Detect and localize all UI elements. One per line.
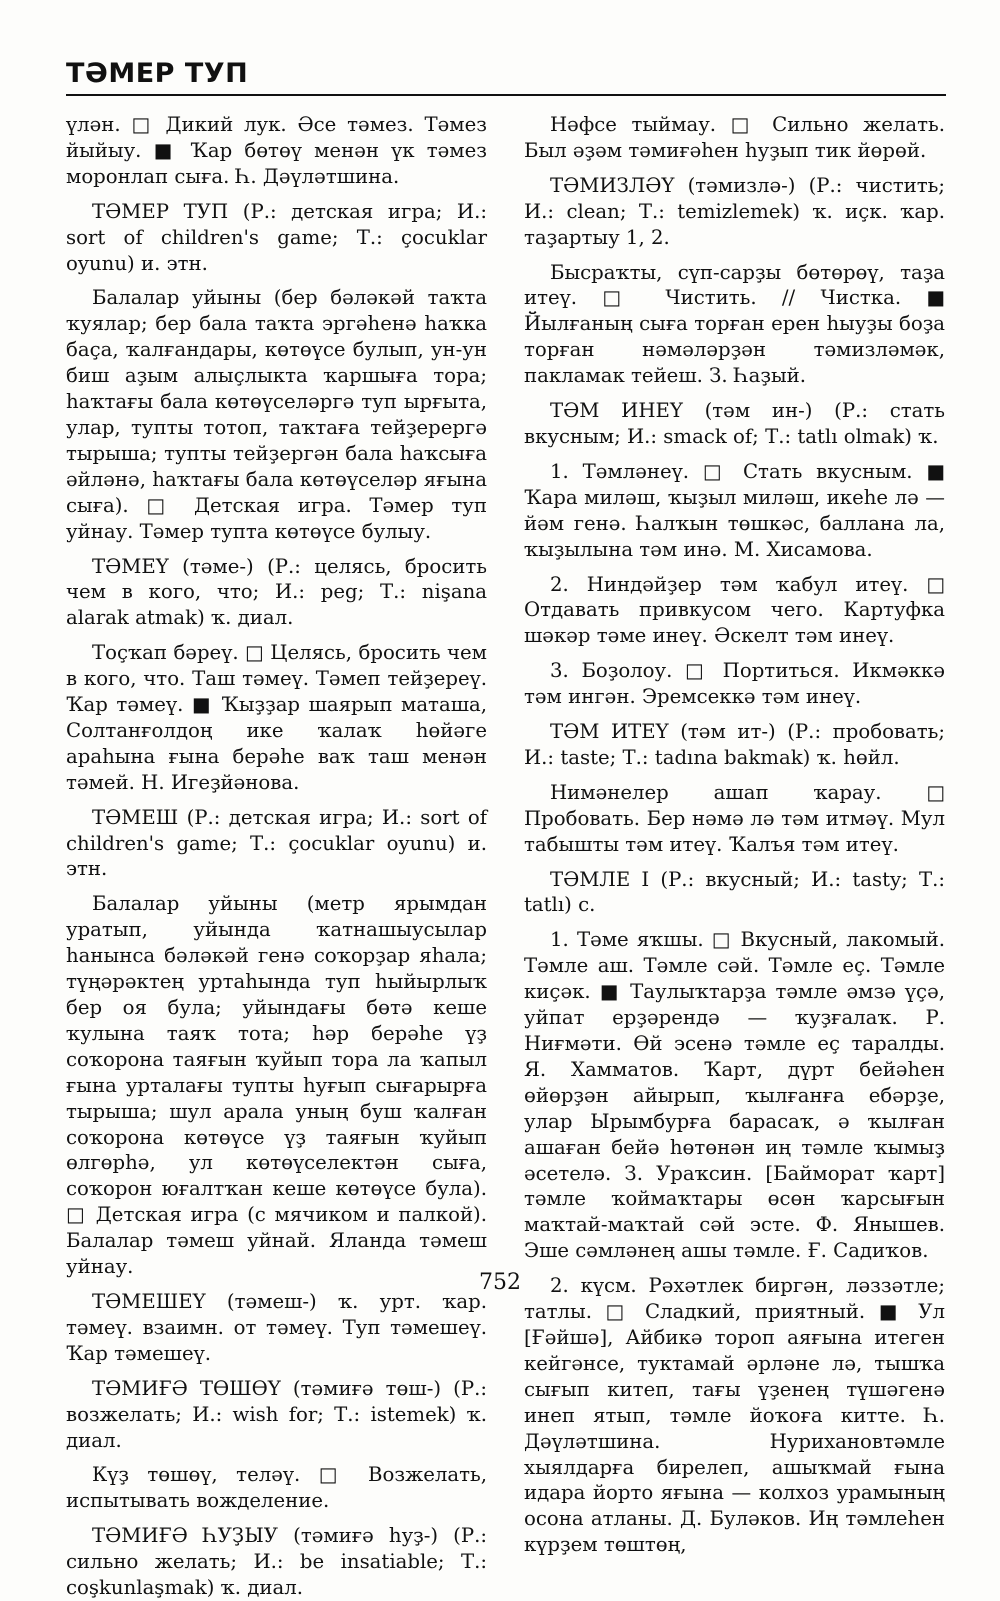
entry-sense: 3. Боҙолоу. □ Портиться. Икмәккә тәм ингән. Эремсеккә тәм инеү.	[524, 659, 945, 709]
entry-headword-line: ТӘМИҒӘ ҺУҘЫУ (тәмиғә һуҙ-) (Р.: сильно желать; И.: be insatiable; Т.: coşkunlaşmak) ҡ. диал.	[66, 1524, 487, 1600]
entry-paragraph: үлән. □ Дикий лук. Әсе тәмез. Тәмез йыйыу. ■ Ҡар бөтөү менән үк тәмез моронлап сыға. Һ. Дәүләтшина.	[66, 113, 487, 188]
entry-paragraph: Нимәнелер ашап ҡарау. □ Пробовать. Бер нәмә лә тәм итмәү. Мул табышты тәм итеү. Ҡалъя тәм итеү.	[524, 780, 945, 856]
right-column	[524, 112, 945, 1557]
entry-headword-line: ТӘМИҒӘ ТӨШӨҮ (тәмиғә төш-) (Р.: возжелать; И.: wish for; Т.: istemek) ҡ. диал.	[66, 1376, 487, 1452]
entry-headword-line: ТӘМИЗЛӘҮ (тәмизлә-) (Р.: чистить; И.: clean; Т.: temizlemek) ҡ. иҫк. ҡар. таҙартыу 1, 2.	[524, 173, 945, 249]
running-head: ТӘМЕР ТУП	[66, 58, 249, 89]
page-number: 752	[479, 1270, 521, 1295]
entry-paragraph: Тоҫҡап бәреү. □ Целясь, бросить чем в кого, что. Таш тәмеү. Тәмеп тейҙереү. Ҡар тәмеү. ■ Ҡыҙҙар шаярып маташа, Солтанғолдоң ике ҡалаҡ һөйәге араһына ғына берәһе ваҡ таш менән тәмей. Н. Игеҙйәнова.	[66, 641, 487, 794]
entry-headword-line: ТӘМЕШ (Р.: детская игра; И.: sort of children's game; Т.: çocuklar oyunu) и. этн.	[66, 805, 487, 881]
entry-headword-line: ТӘМЕШЕҮ (тәмеш-) ҡ. урт. ҡар. тәмеү. взаимн. от тәмеү. Туп тәмешеү. Ҡар тәмешеү.	[66, 1289, 487, 1365]
entry-headword-line: ТӘМ ИНЕҮ (тәм ин-) (Р.: стать вкусным; И.: smack of; Т.: tatlı olmak) ҡ.	[524, 399, 945, 448]
entry-paragraph: Күҙ төшөү, теләү. □ Возжелать, испытывать вожделение.	[66, 1463, 487, 1513]
entry-headword-line: ТӘМЛЕ I (Р.: вкусный; И.: tasty; Т.: tatlı) с.	[524, 867, 945, 917]
entry-paragraph: Балалар уйыны (бер бәләкәй таҡта ҡуялар; бер бала таҡта эргәһенә һаҡка баҫа, ҡалғандары, көтөүсе булып, ун-ун биш аҙым алыҫлыкта ҡаршыға тора; һаҡтағы бала көтөүселәргә туп ырғыта, улар, тупты тотоп, таҡтаға тейҙерергә тырыша; тупты тейҙергән бала һаҡсыға әйләнә, һаҡтағы бала көтөүселәр яғына сыға). □ Детская игра. Тәмер туп уйнау. Тәмер тупта көтөүсе булыу.	[66, 286, 487, 543]
entry-headword-line: ТӘМЕҮ (тәме-) (Р.: целясь, бросить чем в кого, что; И.: peg; Т.: nişana alarak atmak) ҡ. диал.	[66, 554, 487, 630]
entry-sense: 1. Тәме яҡшы. □ Вкусный, лакомый. Тәмле аш. Тәмле сәй. Тәмле еҫ. Тәмле киҫәк. ■ Таулыҡтарҙа тәмле әмзә үҫә, уйпат ерҙәрендә — ҡуҙғалаҡ. Р. Ниғмәти. Өй эсенә тәмле еҫ таралды. Я. Хамматов. Ҡарт, дүрт бейәһен өйөрҙән айырып, ҡылғанға ебәрҙе, улар Ырымбурға барасаҡ, ә ҡылған ашаған бейә һөтөнән иң тәмле ҡымыҙ әсетелә. З. Ураҡсин. [Байморат ҡарт] тәмле ҡоймаҡтары өсөн ҡарсығын маҡтай-маҡтай сәй эсте. Ф. Янышев. Эше сәмләнең ашы тәмле. Ғ. Садиҡов.	[524, 928, 945, 1263]
entry-paragraph: Нәфсе тыймау. □ Сильно желать. Был әҙәм тәмиғәһен һуҙып тик йөрөй.	[524, 113, 945, 162]
entry-paragraph: Балалар уйыны (метр ярымдан уратып, уйында ҡатнашыусылар һанынса бәләкәй генә соҡорҙар яһала; түңәрәктең уртаһында туп һыйырлыҡ бер оя була; уйындағы бөтә кеше ҡулына таяҡ тота; һәр берәһе үҙ соҡорона таяғын ҡуйып тора ла ҡапыл ғына урталағы тупты һуғып сығарырға тырыша; шул арала уның буш ҡалған соҡорона көтөүсе үҙ таяғын ҡуйып өлгөрһә, ул көтөүселектән сыға, соҡорон юғалтҡан кеше көтөүсе була). □ Детская игра (с мячиком и палкой). Балалар тәмеш уйнай. Яланда тәмеш уйнау.	[66, 892, 487, 1279]
entry-sense: 2. Ниндәйҙер тәм ҡабул итеү. □ Отдавать привкусом чего. Картуфка шәкәр тәме инеү. Әскелт тәм инеү.	[524, 572, 945, 648]
left-column	[66, 112, 487, 1600]
entry-headword-line: ТӘМЕР ТУП (Р.: детская игра; И.: sort of children's game; Т.: çocuklar oyunu) и. этн.	[66, 199, 487, 275]
header-rule	[66, 94, 946, 96]
entry-headword-line: ТӘМ ИТЕҮ (тәм ит-) (Р.: пробовать; И.: taste; Т.: tadına bakmak) ҡ. һөйл.	[524, 720, 945, 769]
entry-sense: 1. Тәмләнеү. □ Стать вкусным. ■ Ҡара миләш, ҡыҙыл миләш, икеһе лә — йәм генә. Һалҡын төшкәс, баллана ла, ҡыҙылына тәм инә. М. Хисамова.	[524, 459, 945, 561]
entry-paragraph: Бысраҡты, сүп-сарҙы бөтөрөү, таҙа итеү. □ Чистить. // Чистка. ■ Йылғаның сыға торған ерен һыуҙы боҙа торған нәмәләрҙән тәмизләмәк, пакламак тейеш. З. Һаҙый.	[524, 260, 945, 388]
entry-sense: 2. күсм. Рәхәтлек биргән, ләззәтле; татлы. □ Сладкий, приятный. ■ Ул [Ғәйшә], Айбикә тороп аяғына итеген кейгәнсе, туктамай әрләне лә, тышҡа сығып китеп, тағы үҙенең түшәгенә инеп ятып, тәмле йоҡоға китте. Һ. Дәүләтшина. Нурихановтәмле хыялдарға бирелеп, ашыҡмай ғына идара йорто яғына — колхоз урамының осона атланы. Д. Буләков. Иң тәмлеһен күрҙем төштөң,	[524, 1274, 945, 1557]
